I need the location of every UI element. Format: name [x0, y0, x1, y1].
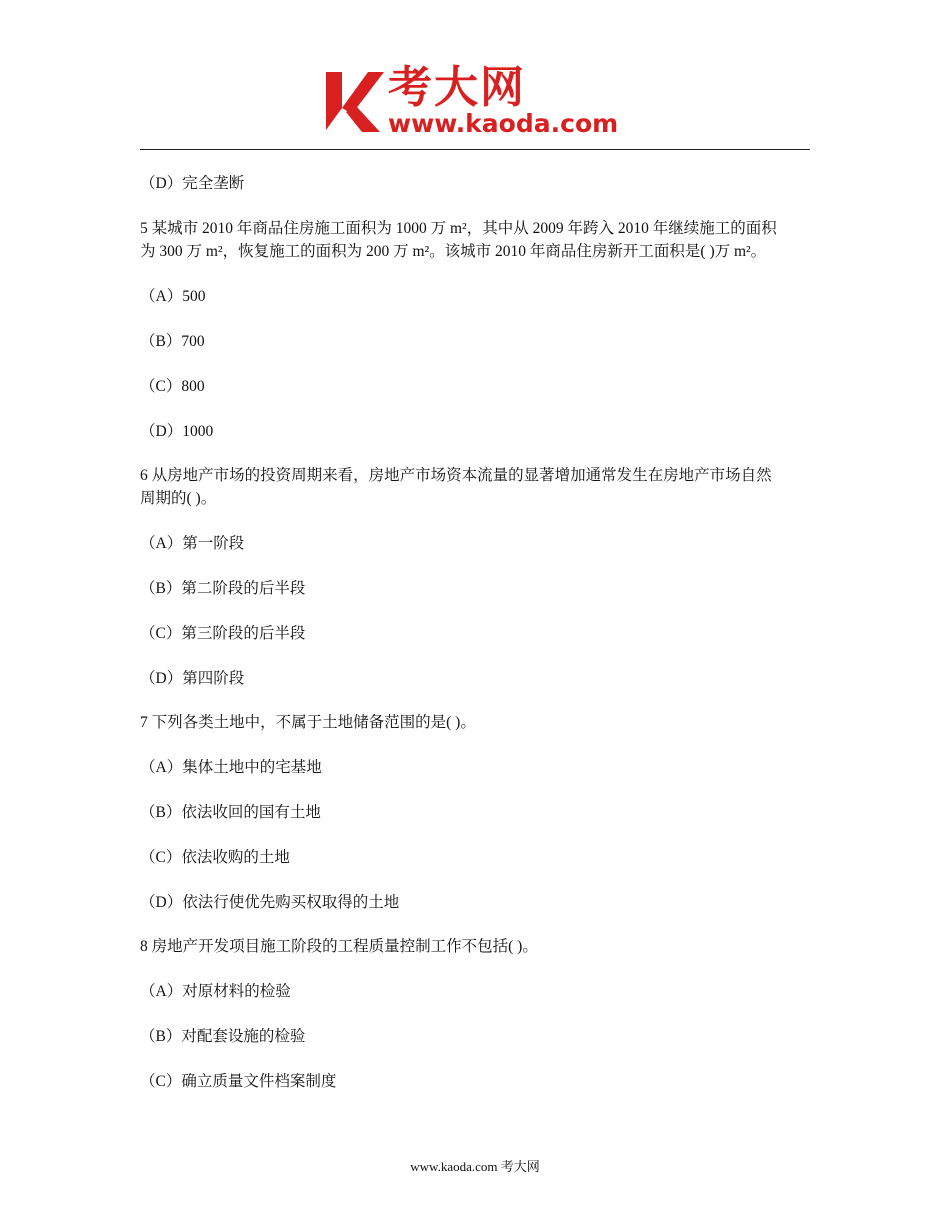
logo-url: www.kaoda.com [388, 109, 619, 138]
option-line: （C）确立质量文件档案制度 [140, 1073, 337, 1090]
option-line: （A）500 [140, 288, 206, 305]
option-line: （D）依法行使优先购买权取得的土地 [140, 894, 400, 911]
k-logo-icon [322, 68, 386, 134]
option-line: （A）对原材料的检验 [140, 983, 291, 1000]
option-line: （A）集体土地中的宅基地 [140, 759, 322, 776]
page-footer: www.kaoda.com 考大网 [410, 1159, 540, 1174]
question-8: 8 房地产开发项目施工阶段的工程质量控制工作不包括( )。 [140, 938, 538, 955]
question-7: 7 下列各类土地中，不属于土地储备范围的是( )。 [140, 714, 476, 731]
option-line: （D）完全垄断 [140, 175, 245, 192]
question-6-line-1: 6 从房地产市场的投资周期来看，房地产市场资本流量的显著增加通常发生在房地产市场自然 [140, 467, 772, 484]
header-divider [140, 149, 810, 150]
option-line: （A）第一阶段 [140, 535, 245, 552]
question-6-line-2: 周期的( )。 [140, 490, 217, 507]
option-line: （B）第二阶段的后半段 [140, 580, 306, 597]
option-line: （B）700 [140, 333, 205, 350]
option-line: （B）依法收回的国有土地 [140, 804, 321, 821]
option-line: （B）对配套设施的检验 [140, 1028, 306, 1045]
question-5-line-1: 5 某城市 2010 年商品住房施工面积为 1000 万 m²，其中从 2009 年跨入 2010 年继续施工的面积 [140, 220, 777, 237]
question-5-line-2: 为 300 万 m²，恢复施工的面积为 200 万 m²。该城市 2010 年商品住房新开工面积是( )万 m²。 [140, 243, 767, 260]
logo-chinese-name: 考大网 [388, 62, 526, 113]
option-line: （D）1000 [140, 423, 214, 440]
option-line: （C）依法收购的土地 [140, 849, 290, 866]
option-line: （D）第四阶段 [140, 670, 245, 687]
option-line: （C）第三阶段的后半段 [140, 625, 306, 642]
kaoda-logo [322, 64, 642, 140]
option-line: （C）800 [140, 378, 205, 395]
